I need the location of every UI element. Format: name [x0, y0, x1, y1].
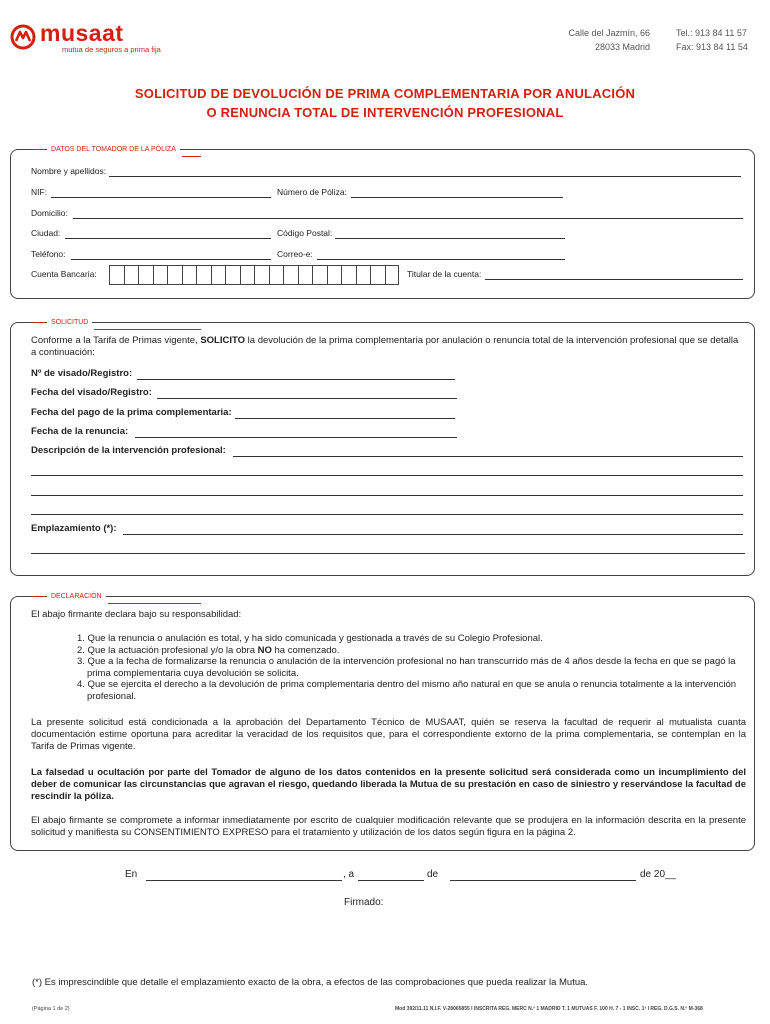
fecha-visado-label: Fecha del visado/Registro:	[31, 387, 152, 398]
solicitud-section	[10, 319, 755, 576]
visado-label: Nº de visado/Registro:	[31, 368, 133, 379]
firma-de-label: de	[427, 869, 439, 880]
declaracion-item-2-bold: NO	[257, 644, 272, 656]
firma-en-label: En	[125, 869, 138, 880]
declaracion-section	[10, 593, 755, 851]
declaracion-p2: La falsedad u ocultación por parte del Tomador de alguno de los datos contenidos en la presente solicitud será considerada como un incumplimiento del deber de comunicar las circunstancias que agravan el riesgo, quedando liberada la Mutua de su prestación en caso de siniestro y reservándose la facultad de rescindir la póliza.	[31, 767, 746, 802]
descripcion-line-2[interactable]	[31, 475, 743, 476]
cuenta-label: Cuenta Bancaria:	[31, 269, 97, 279]
firma-a-label: , a	[343, 869, 355, 880]
titular-field[interactable]	[485, 279, 743, 280]
declaracion-p1: La presente solicitud está condicionada a la aprobación del Departamento Técnico de MUSAAT, quién se reserva la facultad de requerir al mutualista cuanta documentación estime oportuna para acreditar la veracidad de los requisitos que, para el correspondiente extorno de la prima complementaria, se contemplan en la Tarifa de Primas vigente.	[31, 717, 746, 752]
form-title	[0, 84, 770, 122]
solicitud-intro-c: la devolución de la prima complementaria por anulación o renuncia total de la intervención profesional que se detalla a continuación:	[31, 335, 739, 358]
correo-field[interactable]	[317, 259, 565, 260]
ciudad-field[interactable]	[65, 238, 271, 239]
visado-field[interactable]	[137, 379, 455, 380]
nombre-field[interactable]	[109, 176, 741, 177]
fecha-pago-field[interactable]	[235, 418, 455, 419]
address-street: Calle del Jazmín, 66	[568, 28, 650, 38]
titular-label: Titular de la cuenta:	[407, 269, 482, 279]
nombre-label: Nombre y apellidos:	[31, 166, 107, 176]
telefono-label: Teléfono:	[31, 249, 66, 259]
firma-mes-field[interactable]	[450, 880, 636, 881]
company-contact	[676, 26, 756, 54]
form-title-line1: SOLICITUD DE DEVOLUCIÓN DE PRIMA COMPLEMENTARIA POR ANULACIÓN	[134, 86, 636, 101]
emplazamiento-line-2[interactable]	[31, 553, 745, 554]
poliza-label: Número de Póliza:	[277, 187, 347, 197]
firma-year-label: de 20__	[640, 869, 677, 880]
emplazamiento-field[interactable]	[123, 534, 743, 535]
logo-name: musaat	[40, 20, 124, 46]
form-title-line2: O RENUNCIA TOTAL DE INTERVENCIÓN PROFESIONAL	[206, 105, 564, 120]
page-number: (Página 1 de 2)	[32, 1006, 70, 1012]
registry-info: Mod 392/11.11 N.I.F. V-28065855 I INSCRITA REG. MERC N.º 1 MADRID T. 1 MUTUAS F. 100 H. 7 - 1 INSC. 1ª I REG. D.G.S. N.º M-368	[395, 1006, 703, 1012]
company-address	[560, 26, 650, 54]
domicilio-label: Domicilio:	[31, 208, 68, 218]
telefono-field[interactable]	[71, 259, 271, 260]
page-header	[0, 0, 770, 60]
declaracion-p3: El abajo firmante se compromete a informar inmediatamente por escrito de cualquier modificación relevante que se produjera en la información descrita en la presente solicitud y manifiesta su CONSENTIMIENTO EXPRESO para el tratamiento y utilización de los datos según figura en la página 2.	[31, 815, 746, 838]
solicitud-intro	[31, 335, 746, 359]
footer-note: (*) Es imprescindible que detalle el emplazamiento exacto de la obra, a efectos de las comprobaciones que pueda realizar la Mutua.	[32, 977, 589, 988]
emplazamiento-label: Emplazamiento (*):	[31, 523, 117, 534]
firmado-label: Firmado:	[344, 897, 384, 908]
descripcion-line-3[interactable]	[31, 495, 743, 496]
declaracion-item-4: 4. Que se ejercita el derecho a la devolución de prima complementaria dentro del mismo año natural en que se anula o renuncia totalmente a la intervención profesional.	[77, 679, 737, 702]
descripcion-field[interactable]	[233, 456, 743, 457]
legend-rule	[108, 603, 201, 604]
solicitud-intro-a: Conforme a la Tarifa de Primas vigente,	[31, 335, 201, 346]
logo-tagline: mutua de seguros a prima fija	[62, 45, 161, 54]
phone-number: Tel.: 913 84 11 57	[676, 28, 747, 38]
ciudad-label: Ciudad:	[31, 228, 61, 238]
poliza-field[interactable]	[351, 197, 563, 198]
legend-rule	[94, 329, 201, 330]
fax-number: Fax: 913 84 11 54	[676, 42, 748, 52]
fecha-visado-field[interactable]	[157, 398, 457, 399]
firma-dia-field[interactable]	[358, 880, 424, 881]
nif-field[interactable]	[51, 197, 271, 198]
domicilio-field[interactable]	[73, 218, 743, 219]
declaracion-item-2-a: 2. Que la actuación profesional y/o la obra	[77, 644, 258, 656]
declaracion-legend: DECLARACIÓN	[47, 591, 106, 602]
solicitud-intro-b: SOLICITO	[200, 335, 246, 346]
cp-field[interactable]	[335, 238, 565, 239]
solicitud-legend: SOLICITUD	[47, 317, 92, 328]
declaracion-item-3: 3. Que a la fecha de formalizarse la renuncia o anulación de la intervención profesional no han transcurrido más de 4 años desde la fecha en que se pagó la prima complementaria cuya devolución se solicita.	[77, 656, 736, 679]
descripcion-line-4[interactable]	[31, 514, 743, 515]
descripcion-label: Descripción de la intervención profesional:	[31, 445, 226, 456]
musaat-logo-icon	[10, 24, 36, 50]
correo-label: Correo-e:	[277, 249, 313, 259]
declaracion-item-2	[77, 645, 747, 657]
tomador-section	[10, 146, 755, 299]
declaracion-intro: El abajo firmante declara bajo su responsabilidad:	[31, 609, 242, 620]
fecha-renuncia-field[interactable]	[135, 437, 457, 438]
tomador-legend: DATOS DEL TOMADOR DE LA PÓLIZA	[47, 144, 180, 155]
cuenta-bancaria-boxes[interactable]	[109, 265, 399, 285]
musaat-logo	[10, 22, 161, 54]
declaracion-item-2-end: ha comenzado.	[271, 644, 340, 656]
nif-label: NIF:	[31, 187, 48, 197]
fecha-pago-label: Fecha del pago de la prima complementaria:	[31, 407, 232, 418]
address-city: 28033 Madrid	[594, 42, 650, 52]
declaracion-item-1: 1. Que la renuncia o anulación es total, y ha sido comunicada y gestionada a través de su Colegio Profesional.	[77, 633, 543, 644]
cp-label: Código Postal:	[277, 228, 333, 238]
legend-rule	[182, 156, 201, 157]
firma-lugar-field[interactable]	[146, 880, 342, 881]
declaracion-list	[77, 633, 747, 702]
fecha-renuncia-label: Fecha de la renuncia:	[31, 426, 129, 437]
